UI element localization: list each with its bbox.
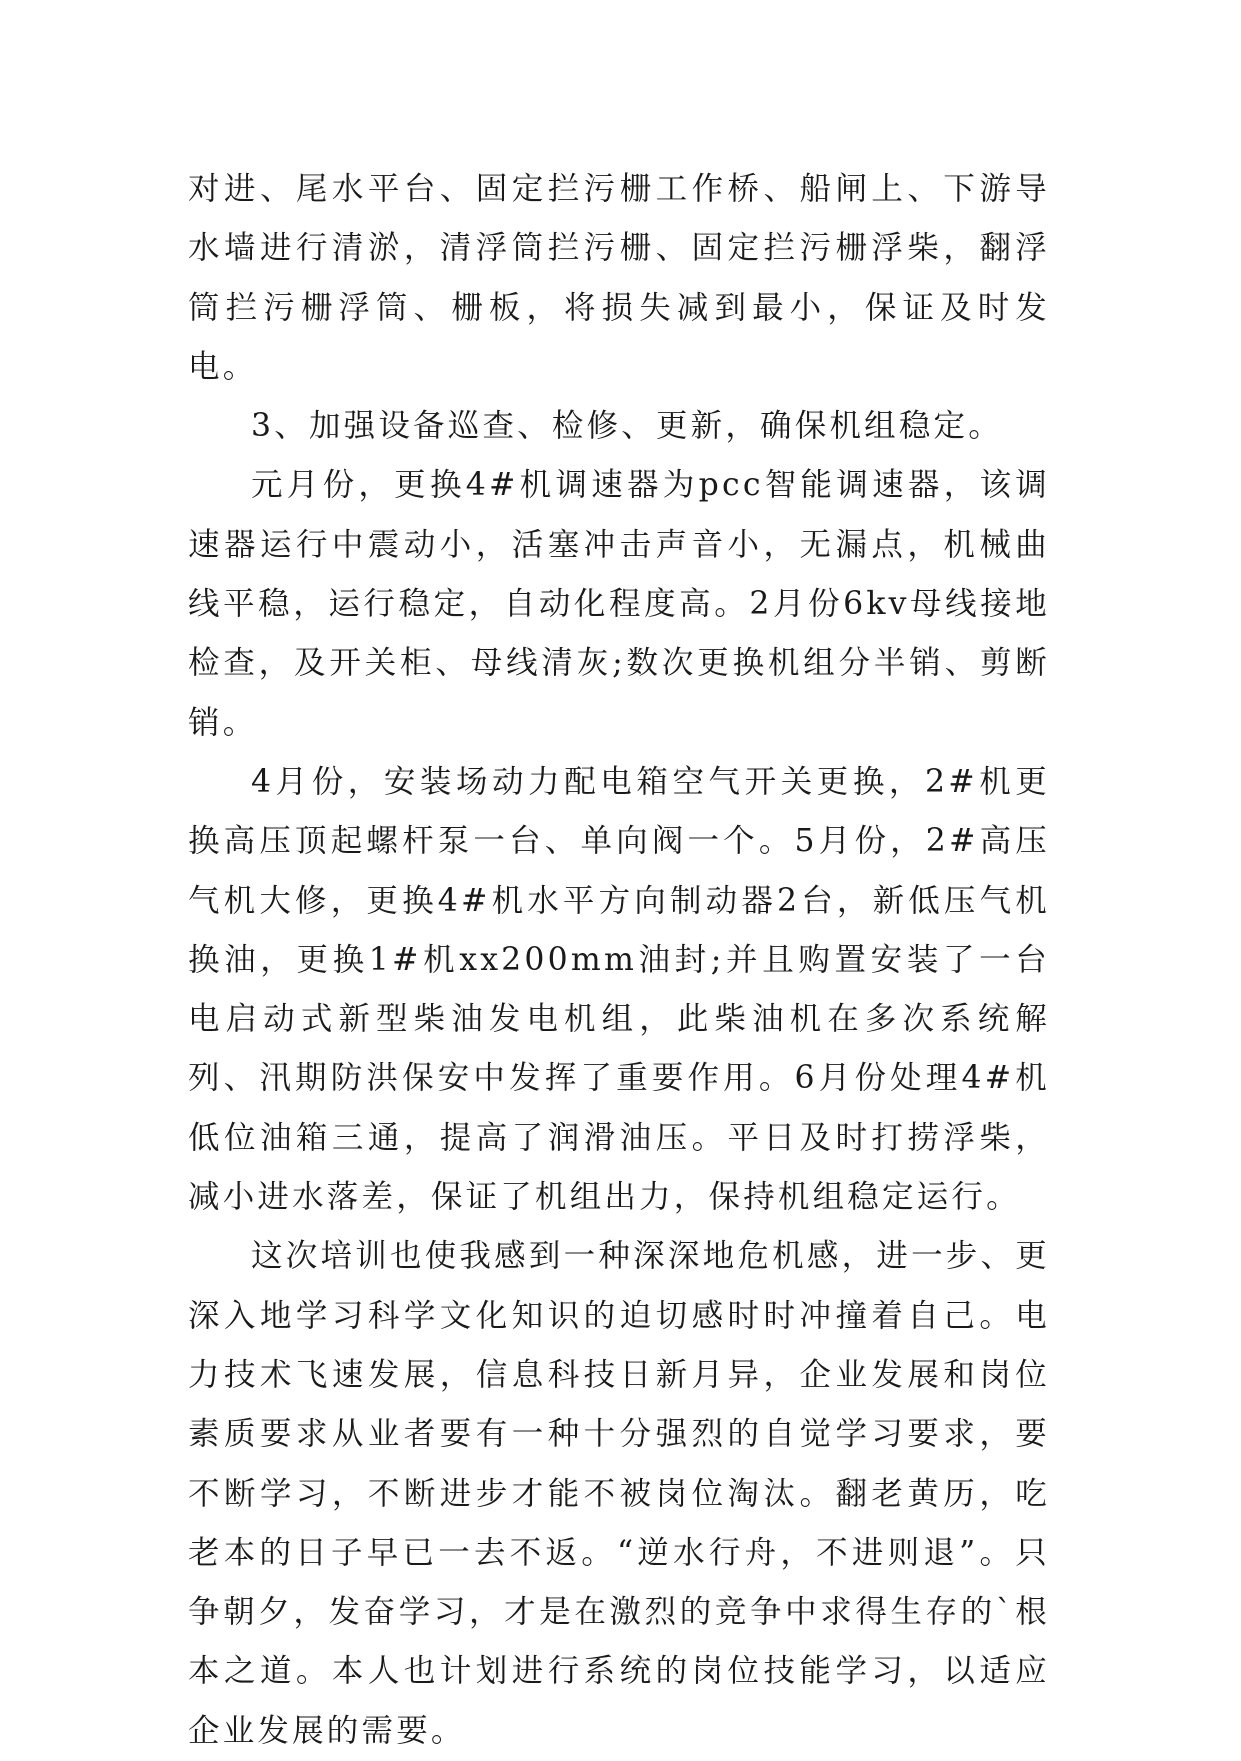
paragraph-1: 对进、尾水平台、固定拦污栅工作桥、船闸上、下游导水墙进行清淤，清浮筒拦污栅、固定拦污栅浮柴，翻浮筒拦污栅浮筒、栅板，将损失减到最小，保证及时发电。 [188,171,1050,385]
document-body [188,160,1050,1761]
paragraph-3: 元月份，更换4#机调速器为pcc智能调速器，该调速器运行中震动小，活塞冲击声音小，无漏点，机械曲线平稳，运行稳定，自动化程度高。2月份6kv母线接地检查，及开关柜、母线清灰;数次更换机组分半销、剪断销。 [188,467,1050,741]
paragraph-4: 4月份，安装场动力配电箱空气开关更换，2#机更换高压顶起螺杆泵一台、单向阀一个。5月份，2#高压气机大修，更换4#机水平方向制动器2台，新低压气机换油，更换1#机xx200mm油封;并且购置安装了一台电启动式新型柴油发电机组，此柴油机在多次系统解列、汛期防洪保安中发挥了重要作用。6月份处理4#机低位油箱三通，提高了润滑油压。平日及时打捞浮柴，减小进水落差，保证了机组出力，保持机组稳定运行。 [188,763,1050,1216]
paragraph-5: 这次培训也使我感到一种深深地危机感，进一步、更深入地学习科学文化知识的迫切感时时冲撞着自己。电力技术飞速发展，信息科技日新月异，企业发展和岗位素质要求从业者要有一种十分强烈的自觉学习要求，要不断学习，不断进步才能不被岗位淘汰。翻老黄历，吃老本的日子早已一去不返。“逆水行舟，不进则退”。只争朝夕，发奋学习，才是在激烈的竞争中求得生存的`根本之道。本人也计划进行系统的岗位技能学习，以适应企业发展的需要。 [188,1238,1050,1749]
paragraph-2: 3、加强设备巡查、检修、更新，确保机组稳定。 [251,408,1003,445]
